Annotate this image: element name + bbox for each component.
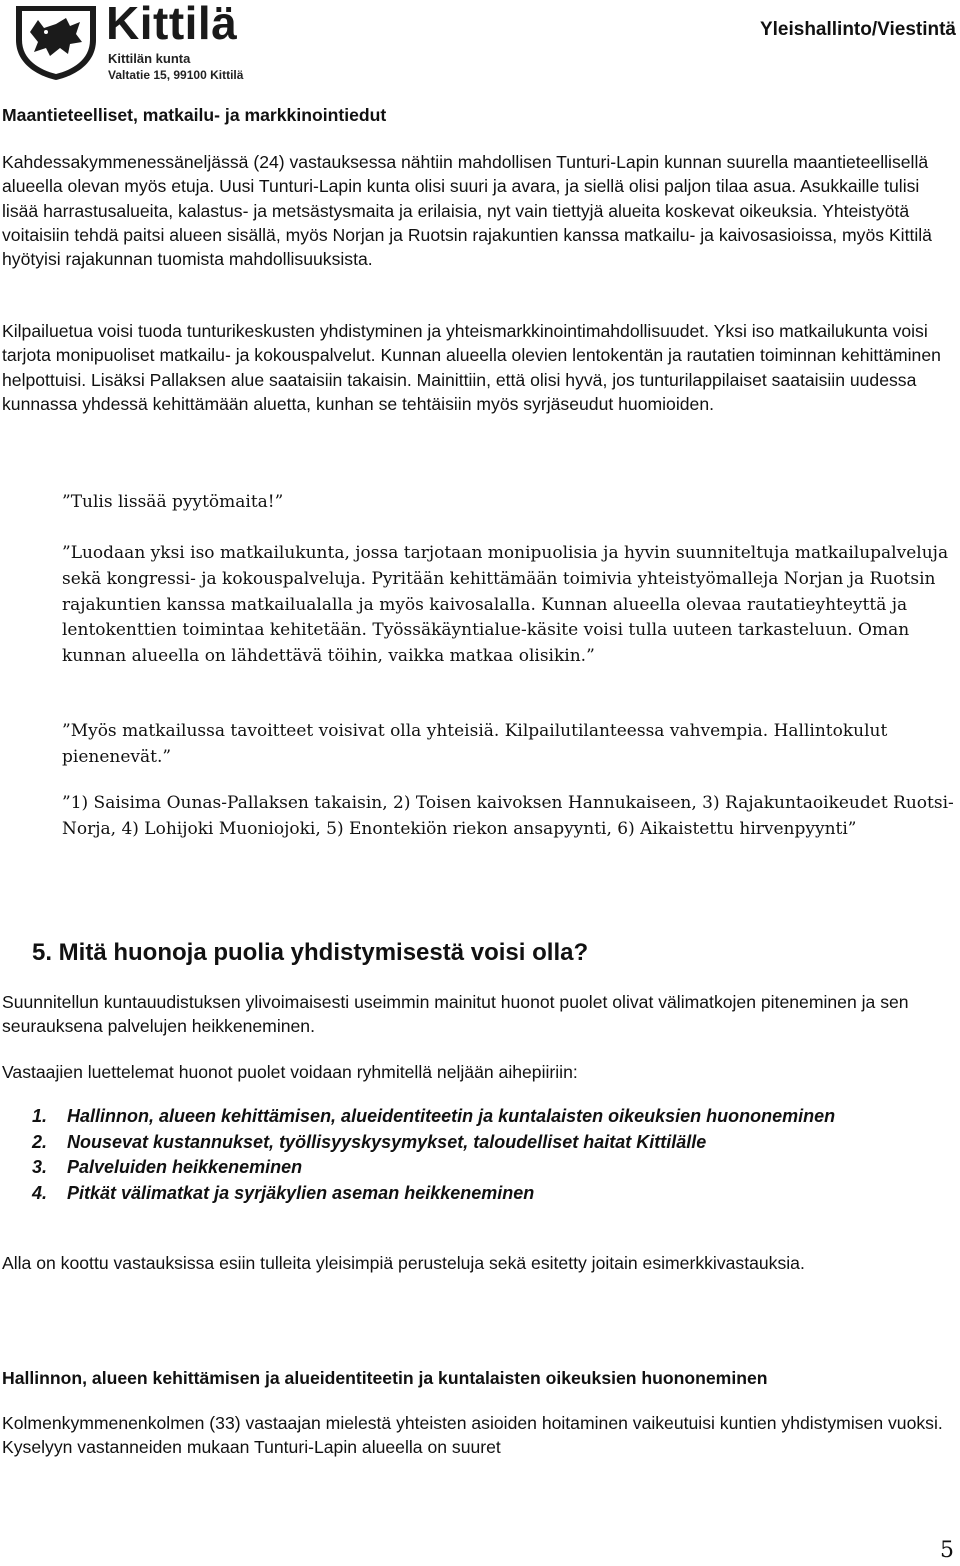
quote-4: ”1) Saisima Ounas-Pallaksen takaisin, 2) Toisen kaivoksen Hannukaiseen, 3) Rajakuntaoikeudet Ruotsi-Norja, 4) Lohijoki Muoniojoki, 5) Enontekiön riekon ansapyynti, 6) Aikaistettu hirvenpyynti”	[62, 793, 954, 839]
list-text: Pitkät välimatkat ja syrjäkylien aseman heikkeneminen	[67, 1182, 535, 1203]
list-number: 4.	[32, 1182, 48, 1203]
department-label: Yleishallinto/Viestintä	[759, 19, 956, 40]
list-number: 2.	[32, 1131, 48, 1152]
list-item	[32, 1104, 932, 1130]
section-title-geography: Maantieteelliset, matkailu- ja markkinointiedut	[2, 105, 387, 125]
paragraph-drawbacks-1: Suunnitellun kuntauudistuksen ylivoimaisesti useimmin mainitut huonot puolet olivat välimatkojen piteneminen ja sen seurauksena palvelujen heikkeneminen.	[2, 992, 909, 1037]
list-item	[32, 1130, 932, 1156]
paragraph-drawbacks-2: Vastaajien luettelemat huonot puolet voidaan ryhmitellä neljään aihepiiriin:	[2, 1062, 578, 1082]
logo-title: Kittilä	[106, 0, 238, 49]
paragraph-drawbacks-3: Alla on koottu vastauksissa esiin tulleita yleisimpiä perusteluja sekä esitetty joitain esimerkkivastauksia.	[2, 1253, 805, 1273]
list-text: Nousevat kustannukset, työllisyyskysymykset, taloudelliset haitat Kittilälle	[67, 1131, 707, 1152]
question-heading-5: 5. Mitä huonoja puolia yhdistymisestä voisi olla?	[32, 939, 589, 966]
paragraph-administration-1: Kolmenkymmenenkolmen (33) vastaajan mielestä yhteisten asioiden hoitaminen vaikeutuisi kuntien yhdistymisen vuoksi. Kyselyyn vastanneiden mukaan Tunturi-Lapin alueella on suuret	[2, 1413, 943, 1458]
quote-2: ”Luodaan yksi iso matkailukunta, jossa tarjotaan monipuolisia ja hyvin suunniteltuja matkailupalveluja sekä kongressi- ja kokouspalveluja. Pyritään kehittämään toimivia yhteistyömalleja Norjan ja Ruotsin rajakuntien kanssa matkailualalla ja myös kaivosalalla. Kunnan alueella olevaa rautatieyhteyttä ja lentokenttien toimintaa kehitetään. Työssäkäyntialue-käsite voisi tulla uuteen tarkasteluun. Oman kunnan alueella on lähdettävä töihin, vaikka matkaa olisikin.”	[62, 543, 949, 667]
paragraph-geography-1: Kahdessakymmenessäneljässä (24) vastauksessa nähtiin mahdollisen Tunturi-Lapin kunnan suurella maantieteellisellä alueella olevan myös etuja. Uusi Tunturi-Lapin kunta olisi suuri ja avara, ja siellä olisi paljon tilaa asua. Asukkaille tulisi lisää harrastusalueita, kalastus- ja metsästysmaita ja erilaisia, nyt vain tiettyjä alueita koskevat oikeuksia. Yhteistyötä voitaisiin tehdä paitsi alueen sisällä, myös Norjan ja Ruotsin rajakuntien kanssa matkailu- ja kaivosasioissa, myös Kittilä hyötyisi rajakunnan tuomista mahdollisuuksista.	[2, 152, 932, 270]
section-title-administration: Hallinnon, alueen kehittämisen ja alueidentiteetin ja kuntalaisten oikeuksien huononeminen	[2, 1368, 768, 1388]
list-item	[32, 1155, 932, 1181]
coat-of-arms-icon	[10, 2, 102, 82]
quote-3: ”Myös matkailussa tavoitteet voisivat olla yhteisiä. Kilpailutilanteessa vahvempia. Hallintokulut pienenevät.”	[62, 721, 888, 767]
logo-municipality: Kittilän kunta	[108, 51, 191, 66]
list-text: Hallinnon, alueen kehittämisen, alueidentiteetin ja kuntalaisten oikeuksien huononeminen	[67, 1106, 836, 1126]
page-header	[0, 0, 960, 90]
drawbacks-list	[32, 1104, 932, 1206]
page-number: 5	[940, 1538, 954, 1563]
list-item	[32, 1181, 932, 1207]
municipality-logo	[10, 2, 260, 86]
list-text: Palveluiden heikkeneminen	[67, 1157, 303, 1177]
quote-1: ”Tulis lissää pyytömaita!”	[62, 492, 284, 512]
list-number: 1.	[32, 1106, 48, 1126]
paragraph-geography-2: Kilpailuetua voisi tuoda tunturikeskusten yhdistyminen ja yhteismarkkinointimahdollisuudet. Yksi iso matkailukunta voisi tarjota monipuoliset matkailu- ja kokouspalvelut. Kunnan alueella olevien lentokentän ja rautatien toiminnan kehittäminen helpottuisi. Lisäksi Pallaksen alue saataisiin takaisin. Mainittiin, että olisi hyvä, jos tunturilappilaiset saataisiin uudessa kunnassa yhdessä kehittämään aluetta, kunhan se tehtäisiin myös syrjäseudut huomioiden.	[2, 321, 941, 414]
logo-address: Valtatie 15, 99100 Kittilä	[108, 68, 244, 82]
list-number: 3.	[32, 1157, 48, 1177]
